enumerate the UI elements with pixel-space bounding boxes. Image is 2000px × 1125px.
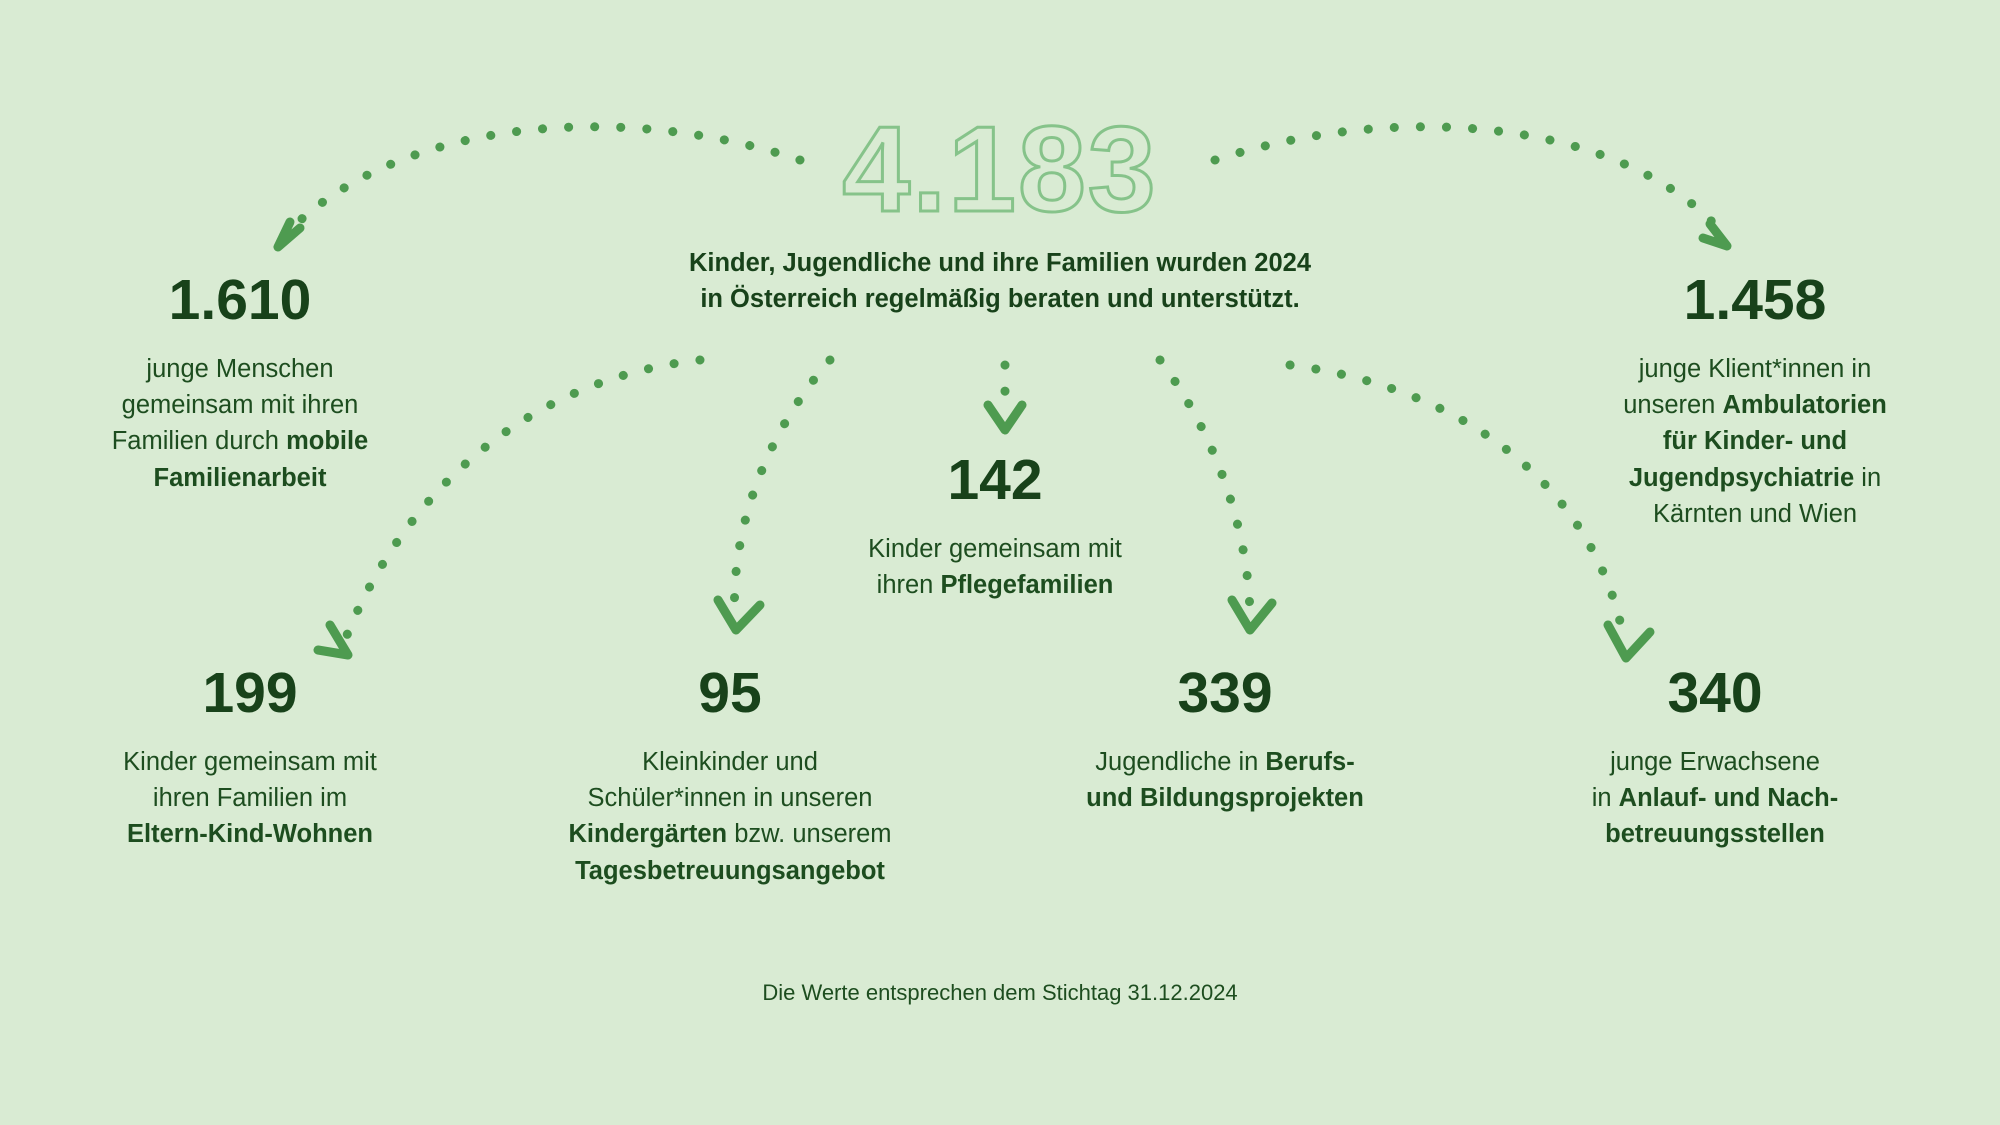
hero-caption <box>580 245 1420 317</box>
stat-block-anlauf-nachbetreuung <box>1500 661 1930 853</box>
stat-block-berufs-bildungsprojekte <box>1030 661 1420 816</box>
arrow-head-to-95 <box>718 600 760 630</box>
stat-value: 340 <box>1667 661 1763 725</box>
arrow-path-to-1458 <box>1215 127 1720 230</box>
footnote-text: Die Werte entsprechen dem Stichtag 31.12.2024 <box>762 980 1238 1005</box>
stat-value: 95 <box>698 661 762 725</box>
stat-description: junge Menschen gemeinsam mit ihren Familien durch mobile Familienarbeit <box>111 355 369 492</box>
arrow-head-to-339 <box>1232 600 1272 630</box>
stat-block-kindergaerten <box>520 661 940 889</box>
stat-value: 142 <box>947 448 1043 512</box>
arrow-head-to-1458 <box>1703 224 1727 246</box>
stat-description: Kinder gemeinsam mit ihren Familien im Eltern-Kind-Wohnen <box>123 748 377 849</box>
arrow-head-to-142 <box>988 405 1022 430</box>
arrow-head-to-340 <box>1608 625 1650 658</box>
stat-block-ambulatorien <box>1570 268 1940 532</box>
stat-description: Jugendliche in Berufs- und Bildungsprojekten <box>1086 748 1364 813</box>
stat-value: 339 <box>1177 661 1273 725</box>
arrow-head-to-199 <box>318 625 348 655</box>
stat-description: Kleinkinder und Schüler*innen in unseren Kindergärten bzw. unserem Tagesbetreuungsangebot <box>568 748 892 885</box>
stat-description: junge Erwachsene in Anlauf- und Nach- betreuungsstellen <box>1591 748 1839 849</box>
arrow-path-to-1610 <box>290 127 800 230</box>
hero-total-number: 4.183 <box>842 101 1158 237</box>
stat-block-pflegefamilien <box>790 448 1200 603</box>
stat-value: 1.610 <box>168 268 312 332</box>
hero-caption-line1: Kinder, Jugendliche und ihre Familien wurden 2024 <box>688 249 1312 277</box>
stat-value: 199 <box>202 661 298 725</box>
stat-description: junge Klient*innen in unseren Ambulatorien für Kinder- und Jugendpsychiatrie in Kärnten und Wien <box>1623 355 1887 528</box>
stat-description: Kinder gemeinsam mit ihren Pflegefamilien <box>868 535 1122 600</box>
arrow-head-to-1610 <box>278 222 300 247</box>
stat-block-mobile-familienarbeit <box>60 268 420 496</box>
stat-value: 1.458 <box>1683 268 1827 332</box>
stat-block-eltern-kind-wohnen <box>55 661 445 853</box>
hero-caption-line2: in Österreich regelmäßig beraten und unterstützt. <box>700 285 1300 314</box>
